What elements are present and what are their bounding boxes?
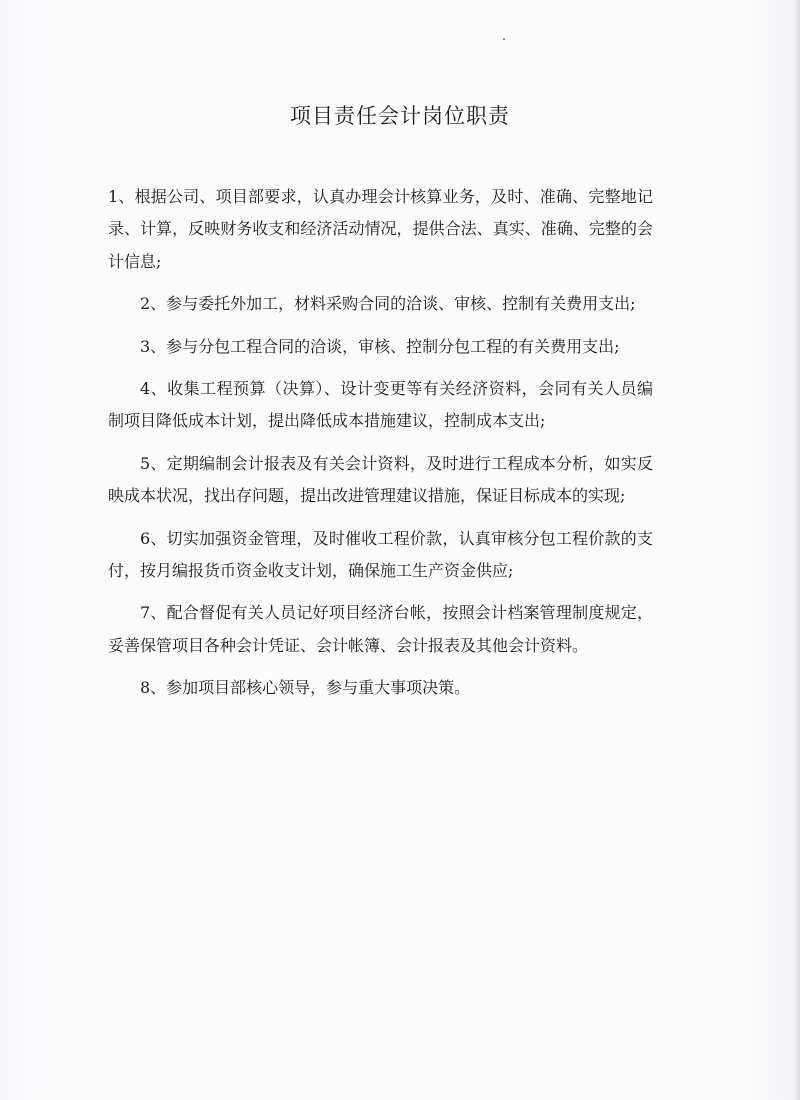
document-body (108, 181, 653, 715)
duty-item-6: 6、切实加强资金管理，及时催收工程价款，认真审核分包工程价款的支付，按月编报货币资金收支计划，确保施工生产资金供应; (108, 528, 653, 581)
document-title: 项目责任会计岗位职责 (290, 104, 510, 128)
duty-item-4: 4、收集工程预算（决算）、设计变更等有关经济资料，会同有关人员编制项目降低成本计划，提出降低成本措施建议，控制成本支出; (108, 379, 653, 431)
duty-item-2: 2、参与委托外加工，材料采购合同的洽谈、审核、控制有关费用支出; (140, 294, 636, 314)
duty-item-1: 1、根据公司、项目部要求，认真办理会计核算业务，及时、准确、完整地记录、计算，反映财务收支和经济活动情况，提供合法、真实、准确、完整的会计信息; (108, 187, 653, 271)
duty-item-8: 8、参加项目部核心领导，参与重大事项决策。 (140, 678, 471, 698)
duty-item-5: 5、定期编制会计报表及有关会计资料，及时进行工程成本分析，如实反映成本状况，找出存问题，提出改进管理建议措施，保证目标成本的实现; (108, 453, 653, 506)
scan-speck (503, 38, 505, 40)
page-edge-shadow (794, 0, 800, 1100)
duty-item-7: 7、配合督促有关人员记好项目经济台帐，按照会计档案管理制度规定，妥善保管项目各种会计凭证、会计帐簿、会计报表及其他会计资料。 (108, 603, 653, 655)
duty-item-3: 3、参与分包工程合同的洽谈，审核、控制分包工程的有关费用支出; (140, 336, 620, 356)
